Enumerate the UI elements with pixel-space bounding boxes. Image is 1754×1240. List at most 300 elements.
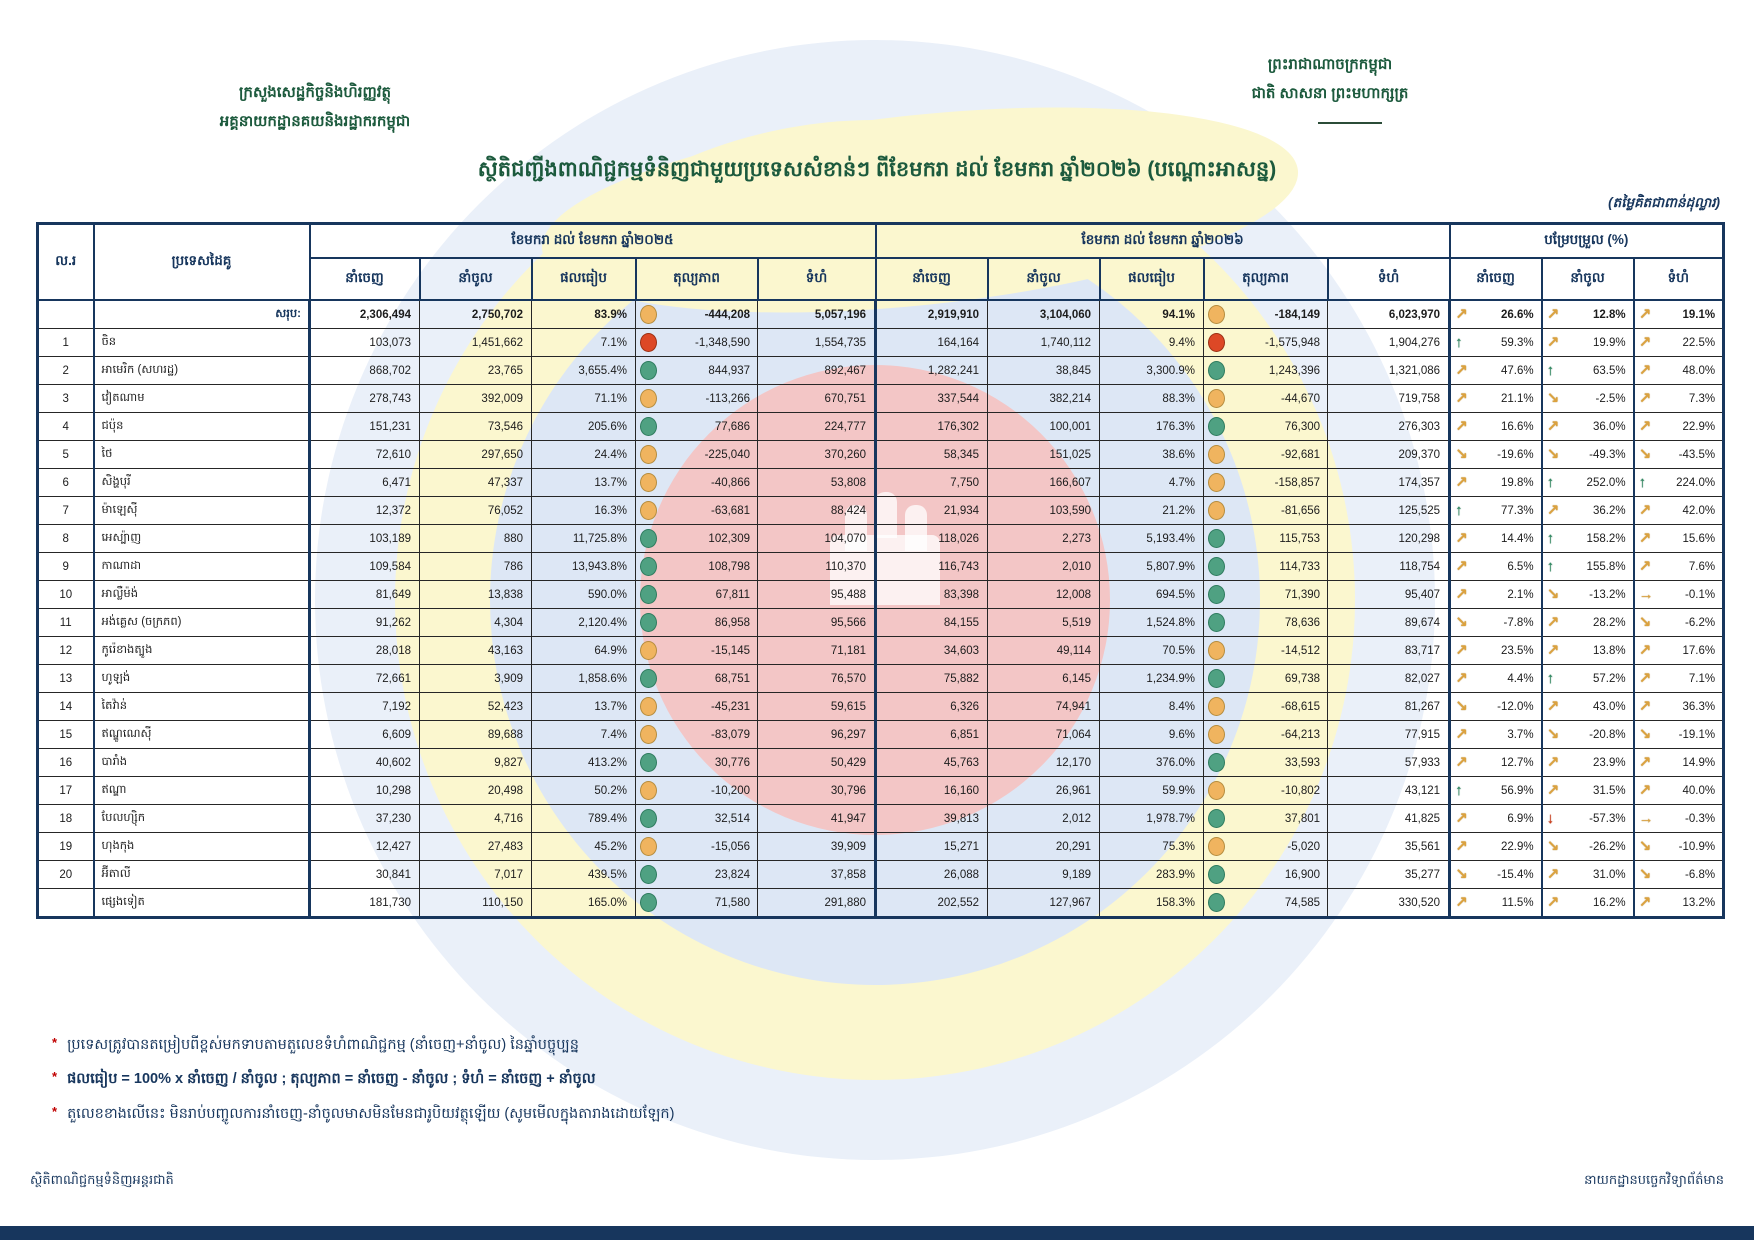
asterisk-icon: * [52, 1035, 58, 1050]
row-number: 20 [38, 861, 94, 889]
change-cell [1634, 665, 1724, 693]
change-value: 22.5% [1682, 336, 1716, 349]
value-cell: 52,423 [420, 693, 532, 721]
footnotes [52, 1028, 674, 1131]
change-cell [1542, 637, 1634, 665]
value-cell: 12,372 [310, 497, 420, 525]
change-cell [1450, 721, 1542, 749]
row-number: 13 [38, 665, 94, 693]
up-arrow-icon: ↑ [1546, 670, 1555, 687]
total-row [38, 300, 1724, 329]
balance-cell [636, 385, 758, 413]
value-cell: 41,825 [1328, 805, 1450, 833]
value-cell: 166,607 [988, 469, 1100, 497]
country-name: ចិន [94, 329, 310, 357]
status-dot-orange [640, 697, 657, 716]
value-cell: 70.5% [1100, 637, 1204, 665]
change-cell [1450, 441, 1542, 469]
value-cell: 164,164 [876, 329, 988, 357]
upright-arrow-icon: ↗ [1455, 362, 1468, 379]
value-cell: 118,026 [876, 525, 988, 553]
header-change-import: នាំចូល [1542, 258, 1634, 300]
upright-arrow-icon: ↗ [1455, 530, 1468, 547]
page-title: ស្ថិតិជញ្ជីងពាណិជ្ជកម្មទំនិញជាមួយប្រទេសសំខាន់ៗ ពីខែមករា ដល់ ខែមករា ឆ្នាំ២០២៦ (បណ្ដោះអាសន្ន) [477, 158, 1277, 181]
change-cell [1450, 329, 1542, 357]
value-cell: 77,915 [1328, 721, 1450, 749]
change-value: -12.0% [1497, 700, 1534, 713]
value-cell: 330,520 [1328, 889, 1450, 918]
change-cell [1542, 665, 1634, 693]
upright-arrow-icon: ↗ [1455, 642, 1468, 659]
change-value: -10.9% [1678, 840, 1716, 853]
balance-cell [636, 329, 758, 357]
value-cell: 64.9% [532, 637, 636, 665]
downright-arrow-icon: ↘ [1638, 866, 1652, 883]
change-cell [1634, 749, 1724, 777]
value-cell: 2,919,910 [876, 300, 988, 329]
row-number: 4 [38, 413, 94, 441]
status-dot-green [1208, 669, 1225, 688]
kingdom-line1: ព្រះរាជាណាចក្រកម្ពុជា [1267, 56, 1393, 73]
table-row [38, 889, 1724, 918]
value-cell: 30,796 [758, 777, 876, 805]
balance-cell [636, 300, 758, 329]
value-cell: 26,961 [988, 777, 1100, 805]
status-dot-green [640, 669, 657, 688]
value-cell: 81,649 [310, 581, 420, 609]
balance-value: -44,670 [1281, 392, 1321, 405]
change-cell [1634, 581, 1724, 609]
upright-arrow-icon: ↗ [1638, 390, 1652, 407]
up-arrow-icon: ↑ [1455, 502, 1463, 519]
change-value: -6.8% [1685, 868, 1716, 881]
value-cell: 3,655.4% [532, 357, 636, 385]
change-value: 19.8% [1500, 476, 1534, 489]
value-cell: 127,967 [988, 889, 1100, 918]
change-cell [1634, 413, 1724, 441]
balance-value: -444,208 [704, 308, 750, 321]
balance-cell [1204, 300, 1328, 329]
value-cell: 39,813 [876, 805, 988, 833]
value-cell: 76,052 [420, 497, 532, 525]
balance-cell [1204, 637, 1328, 665]
value-cell: 59,615 [758, 693, 876, 721]
change-cell [1450, 469, 1542, 497]
table-row [38, 553, 1724, 581]
value-cell: 1,740,112 [988, 329, 1100, 357]
value-cell: 6,609 [310, 721, 420, 749]
balance-value: 78,636 [1284, 616, 1321, 629]
table-row [38, 441, 1724, 469]
status-dot-green [640, 361, 657, 380]
value-cell: 10,298 [310, 777, 420, 805]
status-dot-green [640, 417, 657, 436]
upright-arrow-icon: ↗ [1638, 894, 1652, 911]
change-cell [1450, 357, 1542, 385]
change-cell [1542, 385, 1634, 413]
balance-value: 76,300 [1284, 420, 1321, 433]
upright-arrow-icon: ↗ [1546, 866, 1560, 883]
table-row [38, 385, 1724, 413]
row-number: 11 [38, 609, 94, 637]
country-name: កូរ៉េខាងត្បូង [94, 637, 310, 665]
value-cell: 1,524.8% [1100, 609, 1204, 637]
value-cell: 11,725.8% [532, 525, 636, 553]
value-cell: 3,104,060 [988, 300, 1100, 329]
status-dot-green [1208, 417, 1225, 436]
change-value: 19.1% [1682, 308, 1716, 321]
change-cell [1450, 749, 1542, 777]
upright-arrow-icon: ↗ [1638, 558, 1652, 575]
row-number: 10 [38, 581, 94, 609]
country-name: សិង្ហបុរី [94, 469, 310, 497]
upright-arrow-icon: ↗ [1638, 362, 1652, 379]
change-value: -26.2% [1589, 840, 1626, 853]
balance-value: -45,231 [710, 700, 750, 713]
table-row [38, 805, 1724, 833]
change-cell [1450, 637, 1542, 665]
value-cell: 276,303 [1328, 413, 1450, 441]
change-value: 16.2% [1592, 896, 1626, 909]
change-cell [1450, 413, 1542, 441]
balance-value: 115,753 [1279, 532, 1321, 545]
kingdom-line2: ជាតិ សាសនា ព្រះមហាក្សត្រ [1251, 85, 1409, 103]
upright-arrow-icon: ↗ [1455, 726, 1468, 743]
change-cell [1542, 805, 1634, 833]
table-body [38, 300, 1724, 918]
value-cell: 789.4% [532, 805, 636, 833]
balance-cell [636, 861, 758, 889]
status-dot-orange [1208, 305, 1225, 324]
change-value: 3.7% [1507, 728, 1534, 741]
value-cell: 337,544 [876, 385, 988, 413]
value-cell: 94.1% [1100, 300, 1204, 329]
change-cell [1542, 329, 1634, 357]
value-cell: 1,451,662 [420, 329, 532, 357]
change-cell [1542, 469, 1634, 497]
header-change: បម្រែបម្រួល (%) [1450, 224, 1724, 259]
value-cell: 118,754 [1328, 553, 1450, 581]
change-cell [1542, 357, 1634, 385]
upright-arrow-icon: ↗ [1546, 502, 1560, 519]
value-cell: 75.3% [1100, 833, 1204, 861]
balance-value: 30,776 [714, 756, 750, 769]
value-cell: 176,302 [876, 413, 988, 441]
value-cell: 6,851 [876, 721, 988, 749]
header-change-export: នាំចេញ [1450, 258, 1542, 300]
value-cell: 57,933 [1328, 749, 1450, 777]
ministry-line1: ក្រសួងសេដ្ឋកិច្ចនិងហិរញ្ញវត្ថុ [238, 84, 392, 101]
value-cell: 2,750,702 [420, 300, 532, 329]
value-cell: 100,001 [988, 413, 1100, 441]
value-cell: 370,260 [758, 441, 876, 469]
balance-value: -68,615 [1281, 700, 1321, 713]
value-cell: 40,602 [310, 749, 420, 777]
value-cell: 110,150 [420, 889, 532, 918]
change-value: 31.5% [1592, 784, 1626, 797]
change-cell [1634, 889, 1724, 918]
change-cell [1634, 777, 1724, 805]
change-value: 6.9% [1507, 812, 1534, 825]
table-row [38, 329, 1724, 357]
header-change-total: ទំហំ [1634, 258, 1724, 300]
downright-arrow-icon: ↘ [1546, 390, 1560, 407]
value-cell: 6,326 [876, 693, 988, 721]
header-no: ល.រ [38, 224, 94, 301]
downright-arrow-icon: ↘ [1455, 866, 1468, 883]
value-cell: 4,716 [420, 805, 532, 833]
change-value: 47.6% [1500, 364, 1534, 377]
country-name: ឥណ្ឌា [94, 777, 310, 805]
status-dot-orange [1208, 837, 1225, 856]
balance-value: -10,200 [710, 784, 750, 797]
status-dot-orange [640, 305, 657, 324]
upright-arrow-icon: ↗ [1546, 418, 1560, 435]
change-value: -13.2% [1589, 588, 1626, 601]
balance-cell [1204, 525, 1328, 553]
downright-arrow-icon: ↘ [1546, 586, 1560, 603]
value-cell: 116,743 [876, 553, 988, 581]
value-cell: 9.4% [1100, 329, 1204, 357]
change-value: 158.2% [1586, 532, 1626, 545]
change-value: 31.0% [1592, 868, 1626, 881]
change-cell [1542, 413, 1634, 441]
value-cell: 89,688 [420, 721, 532, 749]
upright-arrow-icon: ↗ [1638, 698, 1652, 715]
balance-value: 67,811 [715, 588, 750, 601]
status-dot-orange [1208, 641, 1225, 660]
change-cell [1634, 300, 1724, 329]
status-dot-orange [1208, 473, 1225, 492]
up-arrow-icon: ↑ [1546, 530, 1555, 547]
value-cell: 74,941 [988, 693, 1100, 721]
change-cell [1542, 525, 1634, 553]
up-arrow-icon: ↑ [1455, 782, 1463, 799]
downright-arrow-icon: ↘ [1455, 446, 1468, 463]
value-cell: 1,554,735 [758, 329, 876, 357]
value-cell: 34,603 [876, 637, 988, 665]
table-row [38, 861, 1724, 889]
value-cell: 47,337 [420, 469, 532, 497]
balance-value: -81,656 [1281, 504, 1321, 517]
row-number: 15 [38, 721, 94, 749]
downright-arrow-icon: ↘ [1546, 446, 1560, 463]
change-cell [1450, 665, 1542, 693]
footnote-text: ប្រទេសត្រូវបានតម្រៀបពីខ្ពស់មកទាបតាមតួលេខទំហំពាណិជ្ជកម្ម (នាំចេញ+នាំចូល) នៃឆ្នាំបច្ចុប្បន្ន [67, 1037, 579, 1053]
balance-value: -14,512 [1281, 644, 1321, 657]
value-cell: 5,519 [988, 609, 1100, 637]
up-arrow-icon: ↑ [1455, 334, 1463, 351]
value-cell: 110,370 [758, 553, 876, 581]
value-cell: 45,763 [876, 749, 988, 777]
upright-arrow-icon: ↗ [1546, 698, 1560, 715]
status-dot-orange [1208, 725, 1225, 744]
balance-value: -15,056 [710, 840, 750, 853]
change-value: 16.6% [1500, 420, 1534, 433]
asterisk-icon: * [52, 1069, 58, 1085]
row-number: 12 [38, 637, 94, 665]
value-cell: 21,934 [876, 497, 988, 525]
balance-cell [1204, 777, 1328, 805]
value-cell: 38.6% [1100, 441, 1204, 469]
value-cell: 1,282,241 [876, 357, 988, 385]
upright-arrow-icon: ↗ [1455, 418, 1468, 435]
upright-arrow-icon: ↗ [1455, 838, 1468, 855]
value-cell: 71,064 [988, 721, 1100, 749]
balance-value: 69,738 [1284, 672, 1321, 685]
change-value: -57.3% [1589, 812, 1626, 825]
change-cell [1542, 861, 1634, 889]
country-name: វៀតណាម [94, 385, 310, 413]
balance-cell [636, 721, 758, 749]
change-value: 36.2% [1592, 504, 1626, 517]
upright-arrow-icon: ↗ [1455, 670, 1468, 687]
value-cell: 694.5% [1100, 581, 1204, 609]
change-value: 63.5% [1592, 364, 1626, 377]
balance-value: -40,866 [710, 476, 750, 489]
status-dot-orange [1208, 445, 1225, 464]
value-cell: 72,661 [310, 665, 420, 693]
status-dot-green [640, 753, 657, 772]
value-cell: 291,880 [758, 889, 876, 918]
change-value: 43.0% [1592, 700, 1626, 713]
status-dot-green [640, 529, 657, 548]
value-cell: 88.3% [1100, 385, 1204, 413]
balance-value: -83,079 [710, 728, 750, 741]
change-cell [1450, 300, 1542, 329]
value-cell: 103,590 [988, 497, 1100, 525]
change-cell [1542, 581, 1634, 609]
upright-arrow-icon: ↗ [1455, 586, 1468, 603]
value-cell: 37,858 [758, 861, 876, 889]
value-cell: 15,271 [876, 833, 988, 861]
value-cell: 91,262 [310, 609, 420, 637]
table-row [38, 581, 1724, 609]
country-name: អាល្លឺម៉ង់ [94, 581, 310, 609]
country-name: តៃវ៉ាន់ [94, 693, 310, 721]
balance-value: 108,798 [708, 560, 750, 573]
downright-arrow-icon: ↘ [1638, 726, 1652, 743]
value-cell: 50.2% [532, 777, 636, 805]
row-number: 16 [38, 749, 94, 777]
value-cell: 880 [420, 525, 532, 553]
value-cell: 45.2% [532, 833, 636, 861]
balance-cell [1204, 329, 1328, 357]
change-value: 224.0% [1676, 476, 1716, 489]
value-cell: 2,010 [988, 553, 1100, 581]
change-cell [1634, 805, 1724, 833]
change-cell [1542, 889, 1634, 918]
value-cell: 9,827 [420, 749, 532, 777]
header-ratio-2025: ផលធៀប [532, 258, 636, 300]
change-value: 21.1% [1500, 392, 1534, 405]
value-cell: 205.6% [532, 413, 636, 441]
change-value: 23.5% [1500, 644, 1534, 657]
balance-value: -10,802 [1281, 784, 1321, 797]
value-cell: 7,192 [310, 693, 420, 721]
change-cell [1634, 693, 1724, 721]
downright-arrow-icon: ↘ [1546, 838, 1560, 855]
value-cell: 43,121 [1328, 777, 1450, 805]
table-row [38, 693, 1724, 721]
value-cell: 868,702 [310, 357, 420, 385]
value-cell: 83.9% [532, 300, 636, 329]
country-name: ផ្សេងទៀត [94, 889, 310, 918]
country-name: ហុងកុង [94, 833, 310, 861]
change-cell [1450, 553, 1542, 581]
change-cell [1634, 721, 1724, 749]
balance-value: 37,801 [1284, 812, 1321, 825]
upright-arrow-icon: ↗ [1455, 474, 1468, 491]
footer-right-label: នាយកដ្ឋានបច្ចេកវិទ្យាព័ត៌មាន [1584, 1172, 1724, 1187]
change-cell [1542, 553, 1634, 581]
change-value: -6.2% [1685, 616, 1716, 629]
value-cell: 2,120.4% [532, 609, 636, 637]
value-cell: 2,273 [988, 525, 1100, 553]
balance-cell [1204, 357, 1328, 385]
table-row [38, 833, 1724, 861]
value-cell: 4,304 [420, 609, 532, 637]
change-value: 26.6% [1500, 308, 1534, 321]
balance-value: 114,733 [1279, 560, 1321, 573]
balance-cell [1204, 805, 1328, 833]
footer-left-label: ស្ថិតិពាណិជ្ជកម្មទំនិញអន្តរជាតិ [30, 1172, 174, 1187]
balance-value: 844,937 [708, 364, 750, 377]
upright-arrow-icon: ↗ [1455, 390, 1468, 407]
value-cell: 49,114 [988, 637, 1100, 665]
downright-arrow-icon: ↘ [1638, 446, 1652, 463]
change-cell [1634, 469, 1724, 497]
value-cell: 382,214 [988, 385, 1100, 413]
change-value: 15.6% [1682, 532, 1716, 545]
value-cell: 283.9% [1100, 861, 1204, 889]
up-arrow-icon: ↑ [1546, 362, 1555, 379]
balance-value: 68,751 [714, 672, 750, 685]
balance-value: 74,585 [1284, 896, 1321, 909]
upright-arrow-icon: ↗ [1638, 418, 1652, 435]
ministry-block [120, 78, 510, 137]
value-cell: 2,012 [988, 805, 1100, 833]
ministry-line2: អគ្គនាយកដ្ឋានគយនិងរដ្ឋាករកម្ពុជា [219, 113, 411, 131]
status-dot-orange [640, 725, 657, 744]
status-dot-orange [640, 445, 657, 464]
header-balance-2026: តុល្យភាព [1204, 258, 1328, 300]
status-dot-green [640, 865, 657, 884]
country-name: អេស្ប៉ាញ [94, 525, 310, 553]
downright-arrow-icon: ↘ [1546, 726, 1560, 743]
value-cell: 43,163 [420, 637, 532, 665]
value-cell: 16.3% [532, 497, 636, 525]
value-cell: 23,765 [420, 357, 532, 385]
status-dot-orange [1208, 781, 1225, 800]
value-cell: 50,429 [758, 749, 876, 777]
downright-arrow-icon: ↘ [1455, 698, 1468, 715]
balance-cell [636, 833, 758, 861]
value-cell: 1,321,086 [1328, 357, 1450, 385]
change-cell [1450, 609, 1542, 637]
status-dot-orange [640, 501, 657, 520]
change-cell [1450, 581, 1542, 609]
row-number: 14 [38, 693, 94, 721]
header-export-2025: នាំចេញ [310, 258, 420, 300]
change-value: 11.5% [1501, 896, 1534, 909]
value-cell: 12,427 [310, 833, 420, 861]
balance-value: 16,900 [1284, 868, 1321, 881]
balance-value: 77,686 [714, 420, 750, 433]
balance-cell [636, 889, 758, 918]
value-cell: 27,483 [420, 833, 532, 861]
row-number: 2 [38, 357, 94, 385]
